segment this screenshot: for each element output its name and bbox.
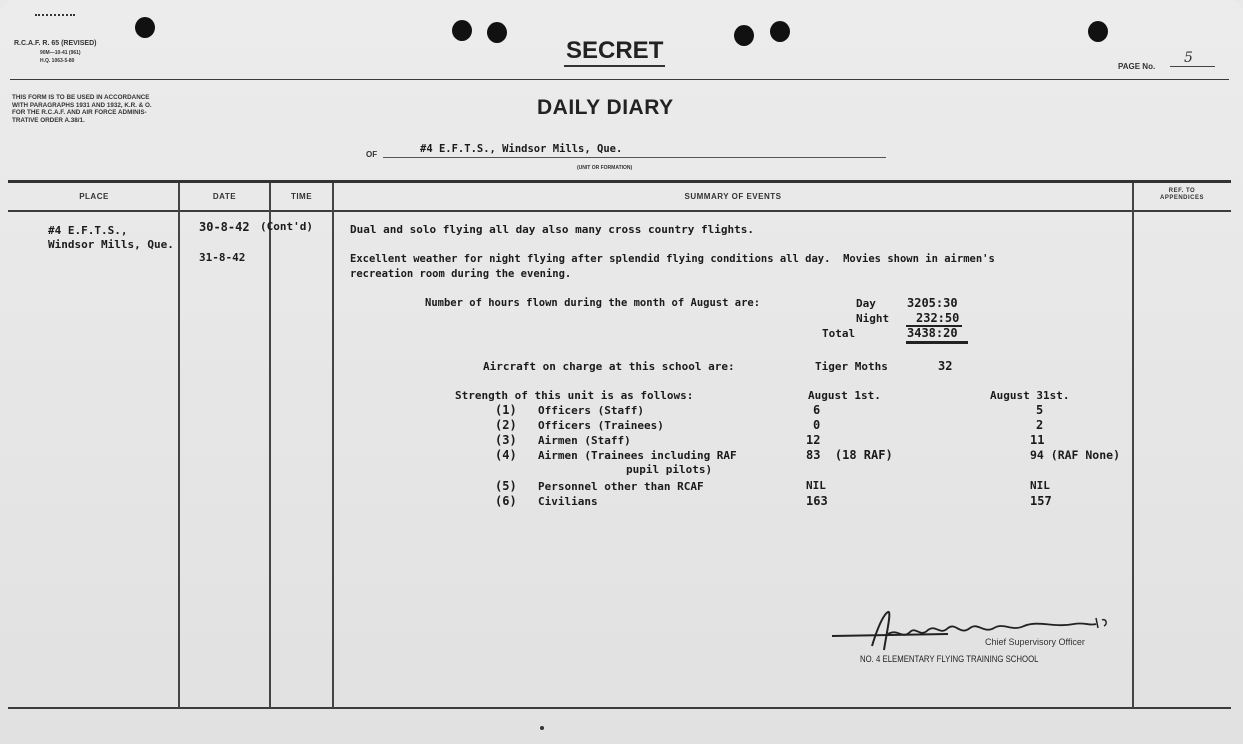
strength-row-aug31: 11 [1030,433,1045,447]
strength-row-aug1: 12 [806,433,821,447]
event-text: Dual and solo flying all day also many cross country flights. [350,223,754,236]
aircraft-type: Tiger Moths [815,360,888,373]
strength-row-aug1: 6 [813,403,821,417]
strength-row-desc: Airmen (Staff) [538,434,631,447]
event-text: Excellent weather for night flying after splendid flying conditions all day. Movies shown in airmen's [350,253,995,265]
form-title: DAILY DIARY [537,96,674,119]
hours-day-label: Day [856,297,876,310]
strength-row-desc: Officers (Staff) [538,404,644,417]
top-rule [10,79,1229,80]
strength-row-aug31: NIL [1030,479,1050,492]
unit-underline [383,157,886,158]
aircraft-count: 32 [938,359,953,373]
column-divider [178,183,180,708]
table-header-rule [8,210,1231,212]
form-ref: H.Q. 1063-5-80 [40,58,75,64]
strength-row-aug1: 163 [806,494,828,508]
column-header-summary: SUMMARY OF EVENTS [684,192,782,201]
signature-scrawl [828,606,1112,658]
film-mark [540,726,544,730]
strength-row-aug31: 157 [1030,494,1052,508]
punch-hole [734,25,754,46]
film-mark [35,14,75,20]
signature-school: NO. 4 ELEMENTARY FLYING TRAINING SCHOOL [860,654,1039,665]
aircraft-label: Aircraft on charge at this school are: [483,360,735,373]
hours-total-value: 3438:20 [907,326,958,340]
classification-heading: SECRET [564,37,665,67]
entry-date: 30-8-42 [199,220,250,234]
strength-row-num: (1) [495,403,517,417]
form-instructions: THIS FORM IS TO BE USED IN ACCORDANCE WITH PARAGRAPHS 1931 AND 1932, K.R. & O. FOR THE R.C.A.F. AND AIR FORCE ADMINIS- TRATIVE ORDER A.38/1. [12,94,152,124]
strength-row-aug1: 83 (18 RAF) [806,448,893,462]
strength-row-aug31: 5 [1036,403,1044,417]
strength-row-num: (5) [495,479,517,493]
event-text: recreation room during the evening. [350,268,572,280]
hours-total-label: Total [822,327,856,340]
unit-name: #4 E.F.T.S., Windsor Mills, Que. [420,143,623,155]
punch-hole [1088,21,1108,42]
punch-hole [452,20,472,41]
page-number: 5 [1170,50,1215,67]
entry-place: #4 E.F.T.S., [48,224,128,237]
form-ref: 90M—10-41 (961) [40,50,81,56]
table-top-rule [8,180,1231,183]
punch-hole [135,17,155,38]
page-label: PAGE No. [1118,62,1156,71]
strength-row-aug31: 2 [1036,418,1044,432]
column-header-place: PLACE [79,192,109,201]
of-label: OF [366,150,378,159]
column-header-time: TIME [290,192,313,201]
strength-col-aug1: August 1st. [808,389,881,402]
strength-label: Strength of this unit is as follows: [455,389,694,402]
strength-row-desc: Airmen (Trainees including RAF [538,449,737,462]
strength-row-desc-cont: pupil pilots) [626,463,713,476]
strength-row-num: (2) [495,418,517,432]
hours-night-value: 232:50 [916,311,960,325]
hours-label: Number of hours flown during the month of August are: [425,297,761,309]
column-header-date: DATE [212,192,237,201]
entry-place: Windsor Mills, Que. [48,238,174,251]
strength-row-aug1: NIL [806,479,826,492]
strength-row-desc: Officers (Trainees) [538,419,664,432]
form-id: R.C.A.F. R. 65 (REVISED) [14,40,97,47]
entry-time: (Cont'd) [260,220,313,233]
punch-hole [770,21,790,42]
strength-row-aug1: 0 [813,418,821,432]
strength-row-num: (4) [495,448,517,462]
strength-row-num: (6) [495,494,517,508]
strength-row-desc: Personnel other than RCAF [538,480,704,493]
strength-col-aug31: August 31st. [990,389,1070,402]
strength-row-num: (3) [495,433,517,447]
unit-caption: (UNIT OR FORMATION) [577,165,633,171]
column-header-ref: REF. TO APPENDICES [1159,188,1204,201]
column-divider [332,183,334,708]
table-bottom-rule [8,707,1231,709]
punch-hole [487,22,507,43]
strength-row-desc: Civilians [538,495,598,508]
hours-night-label: Night [856,312,890,325]
hours-day-value: 3205:30 [907,296,958,310]
signature-title: Chief Supervisory Officer [985,637,1085,647]
column-divider [1132,183,1134,708]
strength-row-aug31: 94 (RAF None) [1030,448,1121,462]
column-divider [269,183,271,708]
hours-total-underline [906,341,968,344]
entry-date: 31-8-42 [199,251,246,264]
